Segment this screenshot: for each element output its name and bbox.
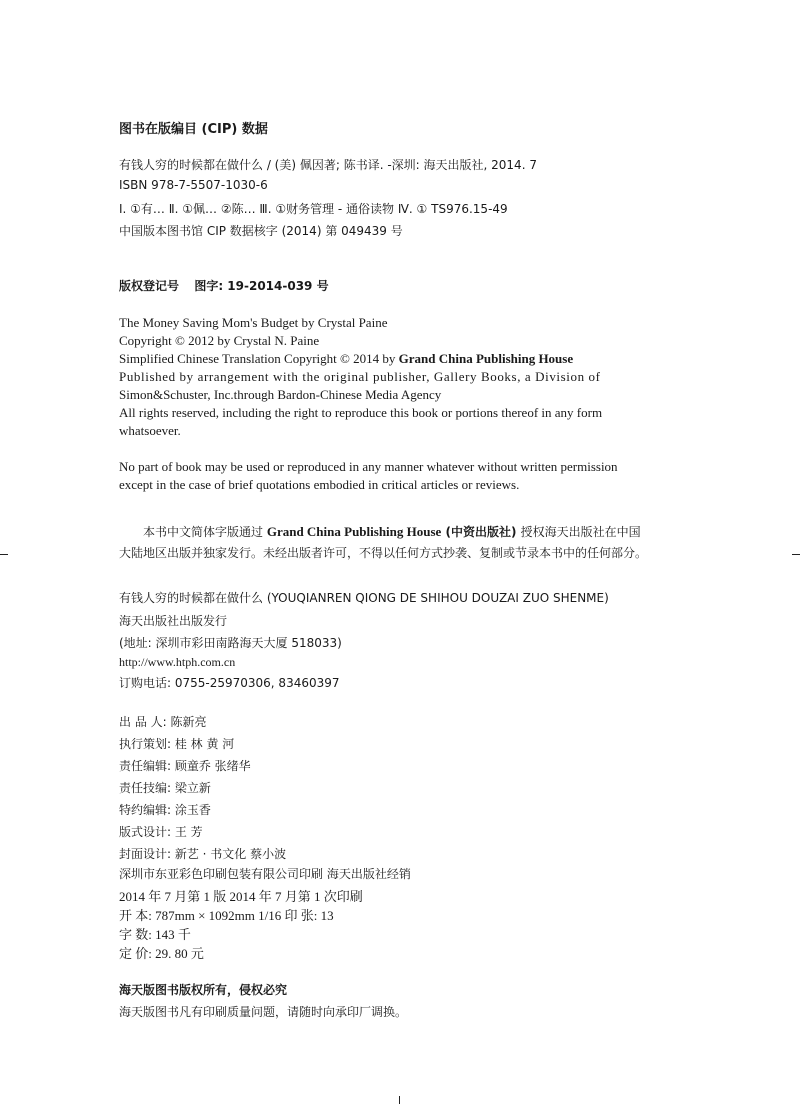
copyright-registration [119,277,329,294]
quality-notice: 海天版图书凡有印刷质量问题，请随时向承印厂调换。 [119,1005,408,1019]
publication-phone: 订购电话: 0755-25970306, 83460397 [119,676,340,690]
rights-notice: 海天版图书版权所有，侵权必究 [119,983,288,997]
english-published-line: Published by arrangement with the original publisher, Gallery Books, a Division of [119,369,601,384]
authorization-publisher: Grand China Publishing House [266,524,442,539]
crop-mark [792,554,800,555]
english-translation-line [119,351,573,367]
cip-isbn: ISBN 978-7-5507-1030-6 [119,178,268,192]
authorization-prefix: 本书中文简体字版通过 [143,525,267,539]
credit-line: 责任技编: 梁立新 [119,781,211,795]
authorization-paren: (中资出版社) [441,525,521,539]
registration-spacer [183,279,191,293]
printing-words: 字 数: 143 千 [119,927,191,942]
registration-value: 图字: 19-2014-039 号 [194,279,329,293]
translation-publisher: Grand China Publishing House [398,351,574,366]
crop-mark [399,1096,400,1104]
credit-line: 出 品 人: 陈新亮 [119,715,207,729]
registration-label: 版权登记号 [119,279,180,293]
credit-line: 封面设计: 新艺 · 书文化 蔡小波 [119,847,287,861]
translation-prefix: Simplified Chinese Translation Copyright © 2014 by [119,351,399,366]
printing-printer: 深圳市东亚彩色印刷包装有限公司印刷 海天出版社经销 [119,867,411,881]
english-nopart-line: except in the case of brief quotations embodied in critical articles or reviews. [119,477,520,492]
printing-price: 定 价: 29. 80 元 [119,946,204,961]
printing-edition: 2014 年 7 月第 1 版 2014 年 7 月第 1 次印刷 [119,889,363,904]
english-rights-line: whatsoever. [119,423,181,438]
publication-address: (地址: 深圳市彩田南路海天大厦 518033) [119,636,342,650]
publication-publisher: 海天出版社出版发行 [119,614,228,628]
authorization-line [143,523,641,540]
cip-classification: Ⅰ. ①有… Ⅱ. ①佩… ②陈… Ⅲ. ①财务管理 - 通俗读物 Ⅳ. ① TS976.15-49 [119,202,508,216]
english-title-line: The Money Saving Mom's Budget by Crystal Paine [119,315,388,330]
credit-line: 版式设计: 王 芳 [119,825,203,839]
english-published-line: Simon&Schuster, Inc.through Bardon-Chinese Media Agency [119,387,442,402]
cip-library-number: 中国版本图书馆 CIP 数据核字 (2014) 第 049439 号 [119,224,403,238]
english-nopart-line: No part of book may be used or reproduced in any manner whatever without written permission [119,459,618,474]
crop-mark [0,554,8,555]
authorization-suffix: 授权海天出版社在中国 [520,525,641,539]
credit-line: 特约编辑: 涂玉香 [119,803,211,817]
cip-heading: 图书在版编目 (CIP) 数据 [119,122,268,137]
printing-format: 开 本: 787mm × 1092mm 1/16 印 张: 13 [119,908,334,923]
english-rights-line: All rights reserved, including the right to reproduce this book or portions thereof in any form [119,405,603,420]
english-copyright-line: Copyright © 2012 by Crystal N. Paine [119,333,320,348]
authorization-line: 大陆地区出版并独家发行。未经出版者许可，不得以任何方式抄袭、复制或节录本书中的任何部分。 [119,546,648,560]
credit-line: 责任编辑: 顾童乔 张绪华 [119,759,251,773]
cip-line: 有钱人穷的时候都在做什么 / (美) 佩因著; 陈书译. -深圳: 海天出版社, 2014. 7 [119,158,537,172]
publication-url: http://www.htph.com.cn [119,655,236,669]
publication-title: 有钱人穷的时候都在做什么 (YOUQIANREN QIONG DE SHIHOU DOUZAI ZUO SHENME) [119,591,609,605]
credit-line: 执行策划: 桂 林 黄 河 [119,737,235,751]
